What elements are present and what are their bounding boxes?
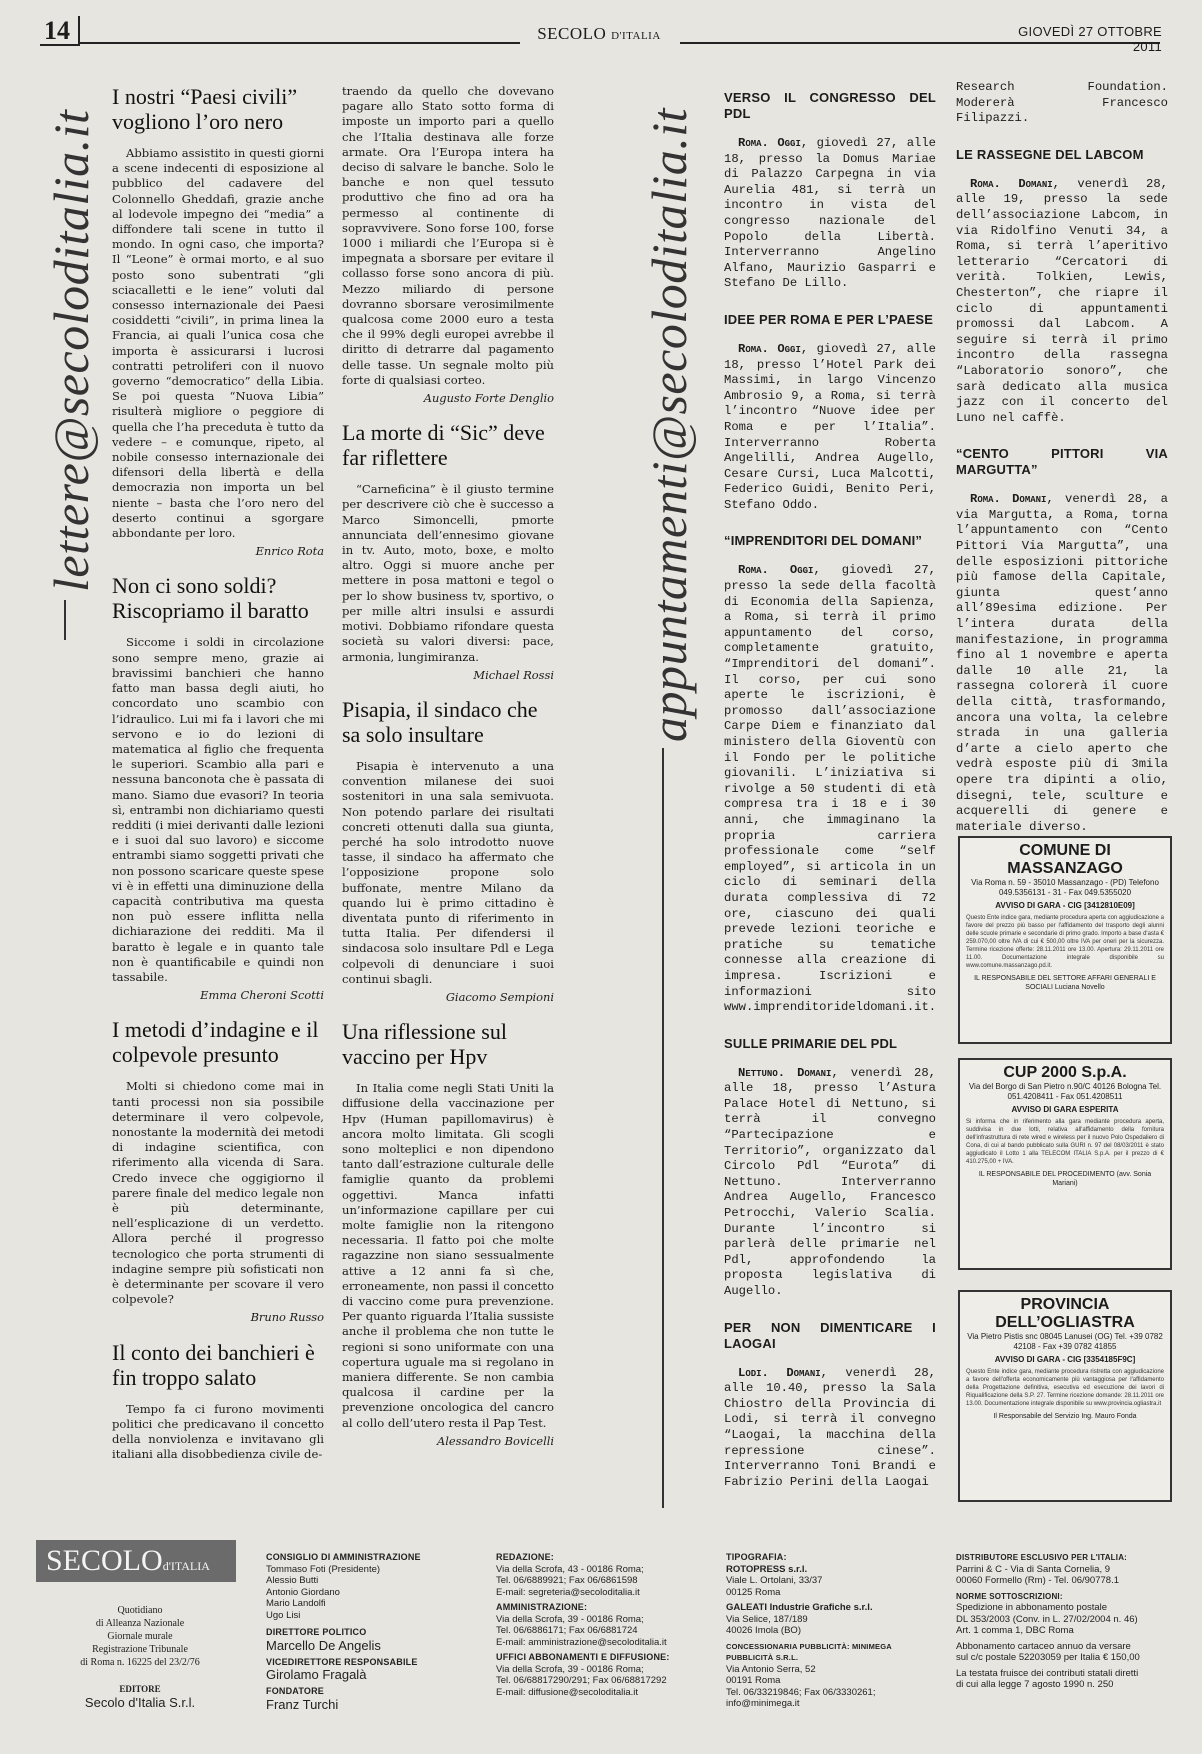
footer-distrib-label: DISTRIBUTORE ESCLUSIVO PER L'ITALIA:: [956, 1553, 1128, 1562]
footer-vice-label: VICEDIRETTORE RESPONSABILE: [266, 1656, 418, 1667]
letter-article: [342, 1019, 554, 1449]
appointment: [724, 312, 936, 514]
ad-footer: IL RESPONSABILE DEL SETTORE AFFARI GENERALI E SOCIALI Luciana Novello: [974, 975, 1156, 991]
footer-line: Parrini & C - Via di Santa Cornelia, 9: [956, 1563, 1111, 1575]
footer-line: Abbonamento cartaceo annuo da versare: [956, 1640, 1131, 1652]
appointment-title: “CENTO PITTORI VIA MARGUTTA”: [956, 446, 1168, 478]
footer-board-member: Antonio Giordano: [266, 1586, 340, 1598]
ad-provincia-ogliastra: [958, 1290, 1172, 1502]
letters-vertical-rule: [64, 600, 66, 640]
letter-body: Tempo fa ci furono movimenti politici che predicavano il concetto della nonviolenza e invitavano gli italiani alla disobbedienza civile de-: [112, 1401, 324, 1462]
footer-line: Via della Scrofa, 39 - 00186 Roma;: [496, 1663, 644, 1675]
ad-title: PROVINCIA DELL’OGLIASTRA: [995, 1296, 1135, 1331]
letter-body: Abbiamo assistito in questi giorni a scene indecenti di esposizione al pubblico del cadavere del Colonnello Gheddafi, grazie anche al lodevole impegno dei “media” a diffondere tali scene in tutto il mondo. In ogni caso, che importa? Il “Leone” è ormai morto, e al suo posto sono subentrati “gli sciacalletti e le iene” voluti dal consesso internazionale dei Paesi cosiddetti “civili”, in prima linea la Francia, ai quali l’unica cosa che importa è assicurarsi i lucrosi contratti petroliferi con il nuovo governo “democratico” della Libia. Se poi questa “Nuova Libia” risulterà migliore o peggiore di quella che l’ha preceduta è tutto da vedere – e comunque, ripeto, al nobile consesso internazionale dei difensori della libertà e della democrazia non importa un bel niente – basta che l’oro nero del deserto continui a sgorgare abbondante per loro.: [112, 146, 324, 541]
letter-body: Pisapia è intervenuto a una convention milanese dei suoi sostenitori in una sala semivuota. Non potendo parlare dei risultati concreti ottenuti dalla sua giunta, perché ha solo introdotto nuove tasse, il sindaco ha affermato che l’opposizione propone solo buffonate, mentre Milano da quando lui è primo cittadino è diventata punto di riferimento in tutta Italia. Per difendersi il sindacosa solo insultare Pdl e Lega colpevoli di denunciare i suoi continui sbagli.: [342, 758, 554, 986]
footer-line: Via Antonio Serra, 52: [726, 1663, 816, 1675]
footer-line: La testata fruisce dei contributi statali diretti: [956, 1667, 1139, 1679]
letters-email-label: lettere@secoloditalia.it: [43, 109, 99, 592]
letter-body: traendo da quello che dovevano pagare allo Stato sotto forma di imposte un importo pari a quello che l’Italia destinava alle forze armate. Ora l’Europa intera ha deciso di salvare le banche. Solo le banche e non quel tessuto produttivo che fino ad ora ha permesso al continente di sopravvivere. Sono forse 100, forse 1000 i miliardi che l’Europa si è impegnata a sborsare per evitare il collasso forse sono ancora di più. Mezzo miliardo di persone dovranno sborsare verosimilmente qualcosa come 2000 euro a testa che il 99% degli europei avrebbe il diritto di detrarre dal pagamento delle tasse. Un segnale molto più forte di qualsiasi corteo.: [342, 84, 554, 387]
appointment-title: VERSO IL CONGRESSO DEL PDL: [724, 90, 936, 121]
ad-body: Si informa che in riferimento alla gara mediante procedura aperta, suddivisa in due lotti, relativa all'affidamento della fornitura dell'infrastruttura di rete wired e wireless per il nuovo Polo Ospedaliero di Cona, di cui al bando pubblicato sulla GURI n. 97 del 08/03/2011 è stato aggiudicato il Lotto 1 alla TELECOM ITALIA S.p.A. per il prezzo di € 410.275,00 + IVA.: [966, 1119, 1164, 1165]
issue-date: GIOVEDÌ 27 OTTOBRE 2011: [1018, 24, 1162, 54]
letter-body: Siccome i soldi in circolazione sono sempre meno, grazie ai bravissimi banchieri che hanno fatto man bassa degli aiuti, ho concordato uno scambio con l’idraulico. Lui mi fa i lavori che mi servono e io do lezioni di matematica al figlio che frequenta le superiori. Scambio alla pari e nessuna banconota che è passata di mano. Siamo due evasori? In teoria sì, entrambi non dichiariamo questi redditi (i miei derivanti dalle lezioni e i suoi dal suo lavoro) e siccome entrambi siamo soggetti privati che non possono scaricare queste spese vi è in effetti una diminuzione della capacità contributiva ma questa non può essere inflitta nella dichiarazione dei redditi. Ma il baratto è legale e in quanto tale non è quantificabile e quindi non tassabile.: [112, 635, 324, 984]
letter-article: [112, 1340, 324, 1463]
appointment-text: Nettuno. Domani, venerdì 28, alle 18, presso l’Astura Palace Hotel di Nettuno, si terrà il convegno “Partecipazione e Territorio”, organizzato dal Circolo Pdl “Eurota” di Nettuno. Interverranno Andrea Augello, Francesco Petrocchi, Valerio Scalia. Durante l’incontro si parlerà delle primarie nel Pdl, approfondendo la proposta legislativa di Augello.: [724, 1065, 936, 1298]
letter-body: In Italia come negli Stati Uniti la diffusione della vaccinazione per Hpv (Human papillomavirus) è ancora molto limitata. Gli scogli sono molteplici e non dipendono tanto dall’estrazione culturale delle famiglie quanto da problemi oggettivi. Manca infatti un’informazione capillare per cui molte famiglie non la ritengono necessaria. Il fatto poi che molte ragazzine non siano sessualmente attive a 12 anni fa sì che, erroneamente, non passi il concetto di vaccino come pura prevenzione. Per quanto riguarda l’Italia sussiste anche il problema che non tutte le regioni si sono uniformate con una copertura uguale ma si regolano in maniera differente. Se non cambia qualcosa il cardine per la prevenzione oncologica del cancro al collo dell’utero resta il Pap Test.: [342, 1081, 554, 1430]
letter-signature: Augusto Forte Denglio: [423, 391, 554, 406]
footer-line: Tel. 06/33219846; Fax 06/3330261;: [726, 1686, 876, 1698]
letter-signature: Enrico Rota: [255, 544, 324, 559]
footer-tipografia-label: TIPOGRAFIA:: [726, 1552, 787, 1562]
footer-line: Tel. 06/6886171; Fax 06/6881724: [496, 1625, 638, 1636]
footer-line: sul c/c postale 52203059 per Italia € 150,00: [956, 1652, 1140, 1663]
appointment-title: “IMPRENDITORI DEL DOMANI”: [724, 533, 923, 549]
appointment-text: Roma. Oggi, giovedì 27, alle 18, presso l’Hotel Park dei Massimi, in largo Vincenzo Ambrosio 9, a Roma, si terrà l’incontro “Nuove idee per Roma e per l’Italia”. Interverranno Roberta Angelilli, Andrea Augello, Cesare Cursi, Luca Malcotti, Federico Guidi, Benito Peri, Stefano Oddo.: [724, 341, 936, 512]
appointment-title: LE RASSEGNE DEL LABCOM: [956, 146, 1144, 162]
masthead-suffix: D'ITALIA: [611, 30, 661, 42]
footer-norme-label: NORME SOTTOSCRIZIONI:: [956, 1591, 1063, 1601]
footer-line: Via Selice, 187/189: [726, 1613, 808, 1625]
letter-title: I nostri “Paesi civili” vogliono l’oro nero: [112, 84, 298, 134]
letters-column-2: [342, 84, 554, 1463]
footer-founder-label: FONDATORE: [266, 1686, 324, 1696]
footer-board-label: CONSIGLIO DI AMMINISTRAZIONE: [266, 1552, 421, 1562]
masthead-title: SECOLO: [537, 24, 607, 43]
appointment-title: IDEE PER ROMA E PER L’PAESE: [724, 311, 934, 327]
appointment-title: SULLE PRIMARIE DEL PDL: [724, 1035, 898, 1051]
appointment: [724, 533, 936, 1015]
ad-title: COMUNE DI MASSANZAGO: [1007, 842, 1123, 877]
footer-redazione-label: REDAZIONE:: [496, 1552, 554, 1562]
footer-uffici-label: UFFICI ABBONAMENTI E DIFFUSIONE:: [496, 1652, 670, 1662]
letter-signature: Giacomo Sempioni: [445, 989, 554, 1004]
letter-article: [112, 573, 324, 1003]
appointment-text: Roma. Oggi, giovedì 27, presso la sede della facoltà di Economia della Sapienza, a Roma, si terrà il primo appuntamento del corso, completamente gratuito, “Imprenditori del domani”. Il corso, per cui sono aperte le iscrizioni, è promosso dall’associazione Carpe Diem e finanziato dal ministero della Gioventù con il Fondo per le politiche giovanili. L’iniziativa si rivolge a 50 studenti di età compresa tra i 18 e i 30 anni, che immaginano la propria carriera professionale come “self employed”, si articola in un ciclo di seminari della durata complessiva di 72 ore, ciascuno dei quali prevede lezioni teoriche e pratiche su tematiche connesse alla creazione di impresa. Iscrizioni e informazioni sito www.imprenditorideldomani.it.: [724, 563, 937, 1015]
ad-address: Via Pietro Pistis snc 08045 Lanusei (OG) Tel. +39 0782 42108 - Fax +39 0782 41855: [967, 1332, 1163, 1351]
letter-signature: Emma Cheroni Scotti: [200, 988, 324, 1003]
appointment-title: PER NON DIMENTICARE I LAOGAI: [724, 1319, 936, 1351]
footer-director: Marcello De Angelis: [266, 1637, 381, 1653]
footer-publisher: Secolo d'Italia S.r.l.: [84, 1695, 196, 1710]
footer-board-member: Tommaso Foti (Presidente): [266, 1563, 381, 1575]
letters-column-1: [112, 84, 324, 1476]
footer-line: Spedizione in abbonamento postale: [956, 1602, 1108, 1613]
letter-title: Una riflessione sul vaccino per Hpv: [342, 1019, 507, 1070]
letter-title: Pisapia, il sindaco che sa solo insultare: [342, 696, 538, 747]
appointment-text: Research Foundation. Modererà Francesco Filipazzi.: [956, 80, 1168, 126]
footer-conc-label: CONCESSIONARIA PUBBLICITÀ: MINIMEGA PUBBLICITÀ S.R.L.: [726, 1641, 892, 1662]
footer-distribution: [956, 1552, 1170, 1691]
footer-director-label: DIRETTORE POLITICO: [266, 1627, 367, 1637]
appointment: [724, 1036, 936, 1300]
letter-title: I metodi d’indagine e il colpevole presunto: [112, 1017, 319, 1068]
footer-desc-line: di Roma n. 16225 del 23/2/76: [80, 1657, 200, 1668]
footer-desc-line: Giornale murale: [107, 1631, 173, 1642]
footer-logo-suffix: d'ITALIA: [162, 1559, 210, 1573]
footer-description: [60, 1604, 220, 1709]
ad-address: Via Roma n. 59 - 35010 Massanzago - (PD) Telefono 049.5356131 - 31 - Fax 049.5355020: [971, 878, 1159, 897]
letter-title: Il conto dei banchieri è fin troppo salato: [112, 1339, 315, 1390]
ad-subtitle: AVVISO DI GARA - CIG [3412810E09]: [995, 901, 1135, 910]
footer-line: Tel. 06/68817290/291; Fax 06/68817292: [496, 1675, 667, 1686]
letter-article: [112, 1017, 324, 1325]
footer-line: 40026 Imola (BO): [726, 1625, 801, 1636]
footer-board-member: Ugo Lisi: [266, 1609, 301, 1621]
ad-footer: IL RESPONSABILE DEL PROCEDIMENTO (avv. Sonia Mariani): [978, 1171, 1152, 1187]
footer-line: 00060 Formello (Rm) - Tel. 06/90778.1: [956, 1575, 1119, 1586]
appointment: [956, 446, 1168, 835]
appointment: [956, 147, 1168, 427]
appointments-vertical-rule: [662, 748, 664, 1508]
letter-body: Molti si chiedono come mai in tanti processi non sia possibile determinare il vero colpevole, nonostante la modernità dei metodi di indagine scientifica, con riferimento alla vicenda di Sara. Credo invece che oggigiorno il parere finale del medico legale non è più determinante, nell’esplicazione di un verdetto. Allora perché il progresso tecnologico che porta strumenti di indagine sempre più sofisticati non è determinante per scovare il vero colpevole?: [112, 1079, 324, 1307]
appointments-column-1: [724, 80, 936, 1510]
footer-desc-line: Registrazione Tribunale: [92, 1644, 188, 1655]
letter-article: [342, 84, 554, 406]
footer-line: DL 353/2003 (Conv. in L. 27/02/2004 n. 46): [956, 1613, 1138, 1625]
letter-title: Non ci sono soldi? Riscopriamo il baratto: [112, 573, 309, 624]
appointment-text: Lodi. Domani, venerdì 28, alle 10.40, presso la Sala Chiostro della Provincia di Lodi, si terrà il convegno “Laogai, la macchina della repressione cinese”. Interverranno Toni Brandi e Fabrizio Perini della Laogai: [724, 1365, 936, 1489]
footer-line: E-mail: diffusione@secoloditalia.it: [496, 1686, 639, 1698]
ad-address: Via del Borgo di San Pietro n.90/C 40126 Bologna Tel. 051.4208411 - Fax 051.4208511: [968, 1082, 1162, 1101]
footer-contacts: [496, 1552, 706, 1698]
footer-line: E-mail: segreteria@secoloditalia.it: [496, 1586, 640, 1598]
appointment-text: Roma. Domani, venerdì 28, alle 19, presso la sede dell’associazione Labcom, in via Ridolfino Venuti 34, a Roma, si terrà l’aperitivo letterario “Cercatori di verità. Tolkien, Lewis, Chesterton”, che riapre il ciclo di appuntamenti promossi dal Labcom. A seguire si terrà il primo incontro della rassegna “Laboratorio sonoro”, che sarà dedicato alla musica jazz con il concerto del Luno nel caffè.: [956, 176, 1168, 425]
letter-article: [112, 84, 324, 559]
letter-title: La morte di “Sic” deve far riflettere: [342, 420, 545, 471]
appointment: [724, 1320, 936, 1491]
letter-signature: Alessandro Bovicelli: [437, 1433, 554, 1448]
ad-title: CUP 2000 S.p.A.: [1003, 1064, 1127, 1081]
footer-line: ROTOPRESS s.r.l.: [726, 1563, 808, 1575]
footer-line: 00191 Roma: [726, 1675, 781, 1686]
footer-board-member: Mario Landolfi: [266, 1598, 326, 1609]
appointment-text: Roma. Domani, venerdì 28, a via Margutta, a Roma, torna l’appuntamento con “Cento Pittori Via Margutta”, una delle esposizioni pittoriche più famose della Capitale, giunta quest’anno all’89esima edizione. Per l’intera durata della manifestazione, in programma fino al 1 novembre e aperta dalle 10 alle 21, la rassegna colorerà il cuore della città, trasformando, ancora una volta, la celebre strada in una galleria d’arte a cielo aperto che vedrà esposte più di 3mila opere tra dipinti a olio, disegni, tele, sculture e acquerelli di genere e materiale diverso.: [956, 492, 1168, 834]
footer-desc-line: Quotidiano: [117, 1605, 163, 1616]
ad-body: Questo Ente indice gara, mediante procedura aperta con aggiudicazione a favore del prezzo più basso per l'affidamento del trasporto degli alunni delle scuole primarie e secondarie di primo grado. Importo a base d'asta € 259.070,00 oltre IVA di cui € 500,00 oltre IVA per oneri per la sicurezza. Termine ricezione offerte: 28.11.2011 ore 13.00. Apertura: 29.11.2011 ore 11.00. Documentazione integrale disponibile su www.comune.massanzago.pd.it.: [966, 915, 1164, 969]
footer-amministrazione-label: AMMINISTRAZIONE:: [496, 1602, 588, 1612]
footer-line: Via della Scrofa, 43 - 00186 Roma;: [496, 1563, 644, 1575]
footer-printing: [726, 1552, 936, 1710]
header-rule-left: [80, 42, 520, 44]
footer-logo-title: SECOLO: [46, 1544, 163, 1577]
footer-vice: Girolamo Fragalà: [266, 1667, 367, 1682]
appointments-column-2: [956, 80, 1168, 855]
letter-signature: Bruno Russo: [250, 1310, 324, 1325]
footer-line: Tel. 06/6889921; Fax 06/6861598: [496, 1575, 638, 1586]
page-number: 14: [40, 16, 80, 46]
footer-desc-line: di Alleanza Nazionale: [95, 1618, 185, 1629]
letter-article: [342, 420, 554, 683]
letter-body: “Carneficina” è il giusto termine per descrivere ciò che è successo a Marco Simoncelli, pmorte annunciata dell’ennesimo giovane in tv. Auto, moto, boxe, e molto altro. Oggi si muore anche per mettere in posa mattoni e tegol o per lo show business tv, sportivo, o per mille altri insulsi e assurdi motivi. Dobbiamo rifondare questa società su valori diversi: pace, armonia, lungimiranza.: [342, 482, 554, 664]
appointment-text: Roma. Oggi, giovedì 27, alle 18, presso la Domus Mariae di Palazzo Carpegna in via Aurelia 481, si terrà un incontro in vista del congresso nazionale del Popolo della Libertà. Interverranno Angelino Alfano, Maurizio Gasparri e Stefano De Lillo.: [724, 136, 936, 291]
footer-logo: [36, 1540, 236, 1582]
ad-cup-2000: [958, 1058, 1172, 1270]
footer-board: [266, 1552, 466, 1712]
footer-line: info@minimega.it: [726, 1698, 800, 1709]
masthead: [524, 24, 674, 44]
footer-line: GALEATI Industrie Grafiche s.r.l.: [726, 1602, 873, 1613]
footer-line: Art. 1 comma 1, DBC Roma: [956, 1625, 1074, 1636]
letter-signature: Michael Rossi: [473, 667, 554, 682]
appointments-email-label: appuntamenti@secoloditalia.it: [641, 107, 697, 742]
ad-body: Questo Ente indice gara, mediante procedura ristretta con aggiudicazione a favore dell'offerta economicamente più vantaggiosa per l'affidamento della Progettazione definitiva, esecutiva ed esecuzione dei lavori di Riqualificazione della S.P. 27. Termine ricezione domande: 28.11.2011 ore 13.00. Documentazione integrale disponibile su www.provincia.ogliastra.it: [966, 1369, 1164, 1407]
ad-subtitle: AVVISO DI GARA ESPERITA: [1011, 1105, 1119, 1114]
ad-footer: Il Responsabile del Servizio Ing. Mauro Fonda: [993, 1413, 1137, 1420]
footer-line: E-mail: amministrazione@secoloditalia.it: [496, 1636, 667, 1648]
footer-line: Viale L. Ortolani, 33/37: [726, 1575, 823, 1586]
footer-board-member: Alessio Butti: [266, 1575, 319, 1586]
footer-founder: Franz Turchi: [266, 1696, 339, 1712]
footer-publisher-label: EDITORE: [119, 1684, 161, 1694]
appointment: [724, 90, 936, 292]
footer-line: 00125 Roma: [726, 1586, 781, 1598]
footer-line: di cui alla legge 7 agosto 1990 n. 250: [956, 1679, 1114, 1690]
letter-article: [342, 697, 554, 1005]
footer-line: Via della Scrofa, 39 - 00186 Roma;: [496, 1613, 644, 1625]
ad-subtitle: AVVISO DI GARA - CIG [3354185F9C]: [994, 1355, 1136, 1364]
appointment: [956, 80, 1168, 127]
ad-comune-massanzago: [958, 836, 1172, 1044]
